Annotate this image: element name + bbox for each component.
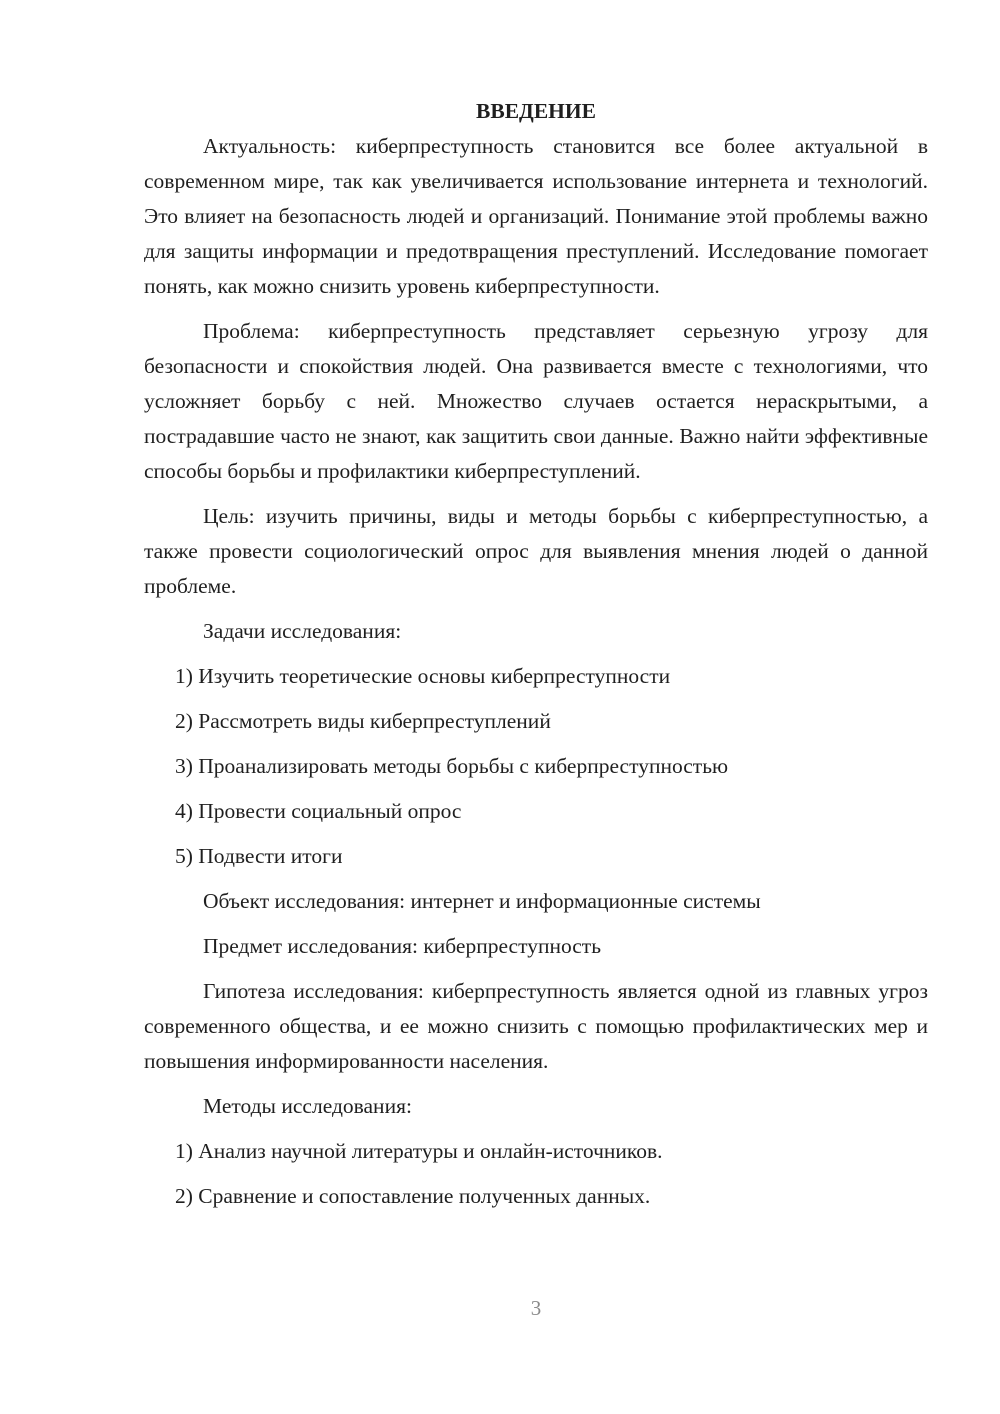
method-item: 2) Сравнение и сопоставление полученных данных. — [175, 1184, 651, 1208]
page-number: 3 — [530, 1296, 542, 1320]
relevance-paragraph: Актуальность: киберпреступность становится все более актуальной в современном мире, так как увеличивается использование интернета и технологий. Это влияет на безопасность людей и организаций. Понимание этой проблемы важно для защиты информации и предотвращения преступлений. Исследование помогает понять, как можно снизить уровень киберпреступности. — [144, 134, 928, 298]
subject-line: Предмет исследования: киберпреступность — [203, 934, 602, 958]
page-content — [144, 94, 928, 1224]
task-item: 4) Провести социальный опрос — [175, 799, 462, 823]
goal-paragraph: Цель: изучить причины, виды и методы борьбы с киберпреступностью, а также провести социологический опрос для выявления мнения людей о данной проблеме. — [144, 504, 928, 598]
task-item: 5) Подвести итоги — [175, 844, 343, 868]
object-line: Объект исследования: интернет и информационные системы — [203, 889, 761, 913]
methods-label: Методы исследования: — [203, 1094, 412, 1118]
task-item: 3) Проанализировать методы борьбы с киберпреступностью — [175, 754, 729, 778]
task-item: 2) Рассмотреть виды киберпреступлений — [175, 709, 551, 733]
problem-paragraph: Проблема: киберпреступность представляет серьезную угрозу для безопасности и спокойствия людей. Она развивается вместе с технологиями, что усложняет борьбу с ней. Множество случаев остается нераскрытыми, а пострадавшие часто не знают, как защитить свои данные. Важно найти эффективные способы борьбы и профилактики киберпреступлений. — [144, 319, 928, 483]
section-title: ВВЕДЕНИЕ — [476, 99, 596, 123]
hypothesis-paragraph: Гипотеза исследования: киберпреступность является одной из главных угроз современного общества, и ее можно снизить с помощью профилактических мер и повышения информированности населения. — [144, 979, 928, 1073]
task-item: 1) Изучить теоретические основы киберпреступности — [175, 664, 671, 688]
method-item: 1) Анализ научной литературы и онлайн-источников. — [175, 1139, 663, 1163]
tasks-label: Задачи исследования: — [203, 619, 402, 643]
